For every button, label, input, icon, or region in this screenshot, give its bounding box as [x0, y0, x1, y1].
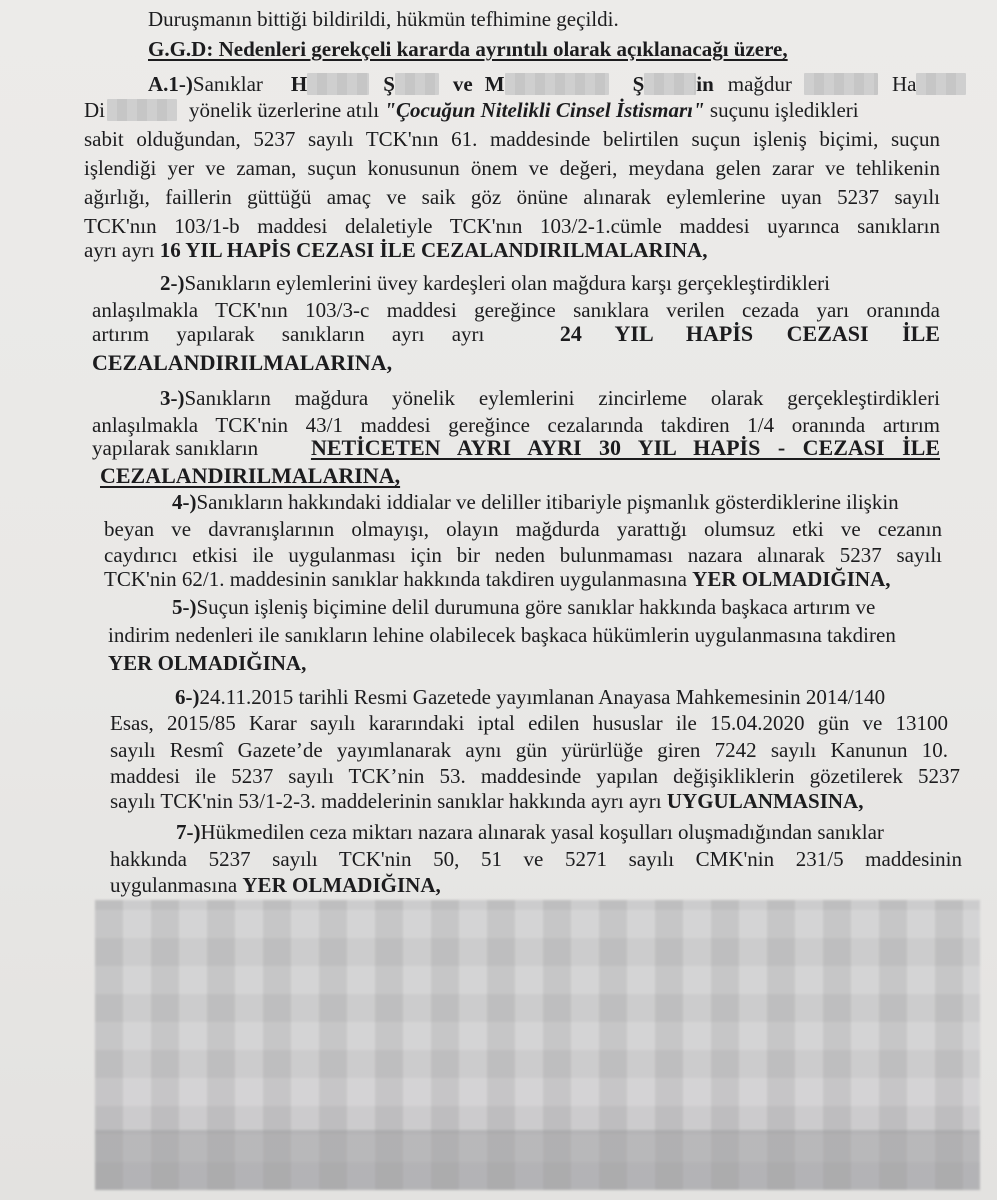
item-number-4: 4-) — [172, 490, 197, 514]
item-number-7: 7-) — [176, 820, 201, 844]
paragraph-line: indirim nedenleri ile sanıkların lehine olabilecek başkaca hükümlerin uygulanmasına takdiren — [108, 623, 896, 647]
sentence-24-years-cont: CEZALANDIRILMALARINA, — [92, 350, 393, 375]
text-span: uygulanmasına — [110, 873, 238, 897]
text-span: Ha — [891, 72, 917, 96]
paragraph-line: caydırıcı etkisi ile uygulanması için bir neden bulunmaması nazara alınarak 5237 sayılı — [104, 543, 942, 567]
text-span: YER OLMADIĞINA, — [242, 873, 441, 897]
text-span: suçunu işledikleri — [709, 98, 859, 122]
paragraph-line: anlaşılmakla TCK'nın 103/3-c maddesi gereğince sanıklara verilen cezada yarı oranında — [92, 298, 940, 322]
no-room-other: YER OLMADIĞINA, — [108, 651, 307, 675]
text-span: yönelik üzerlerine atılı — [189, 98, 380, 122]
sentence-30-years-cont: CEZALANDIRILMALARINA, — [100, 463, 401, 488]
item-number-6: 6-) — [175, 685, 200, 709]
text-span: Di — [84, 98, 105, 122]
text-span: Sanıkların eylemlerini üvey kardeşleri olan mağdura karşı gerçekleştirdikleri — [184, 271, 831, 295]
paragraph-line: beyan ve davranışlarının olmayışı, olayın mağdurda yarattığı olumsuz etki ve cezanın — [104, 517, 942, 541]
text-span: sayılı TCK'nin 53/1-2-3. maddelerinin sanıklar hakkında ayrı ayrı — [110, 789, 662, 813]
paragraph-line: maddesi ile 5237 sayılı TCK’nin 53. maddesinde yapılan değişikliklerin gözetilerek 5237 — [110, 764, 960, 788]
defendant-initial-s2: Ş — [632, 72, 645, 96]
text-span: yapılarak sanıkların — [92, 436, 259, 460]
text-span: in — [696, 72, 714, 96]
redacted-name — [107, 99, 177, 121]
redacted-name — [644, 73, 696, 95]
paragraph-line: işlendiği yer ve zaman, suçun konusunun önem ve değeri, meydana gelen zarar ve tehlikenin — [84, 156, 940, 180]
defendant-initial-s: Ş — [383, 72, 395, 96]
intro-line: Duruşmanın bittiği bildirildi, hükmün tefhimine geçildi. — [148, 7, 619, 31]
text-span: Sanıklar — [192, 72, 263, 96]
item-number-5: 5-) — [172, 595, 197, 619]
text-span: YER OLMADIĞINA, — [692, 567, 891, 591]
offense-name: "Çocuğun Nitelikli Cinsel İstismarı" — [384, 98, 705, 122]
paragraph-4-line-1 — [172, 489, 942, 515]
paragraph-7-line-1 — [176, 819, 962, 845]
sentence-24-years — [92, 321, 940, 347]
paragraph-line: sabit olduğundan, 5237 sayılı TCK'nın 61. maddesinde belirtilen suçun işleniş biçimi, suçun — [84, 127, 940, 151]
redacted-name — [916, 73, 966, 95]
paragraph-2-line-1 — [160, 270, 940, 296]
paragraph-a1-line-2 — [84, 97, 859, 123]
redacted-name — [307, 73, 369, 95]
text-span: Suçun işleniş biçimine delil durumuna göre sanıklar hakkında başkaca artırım ve — [196, 595, 876, 619]
text-span: mağdur — [727, 72, 792, 96]
redacted-name — [505, 73, 609, 95]
text-span: NETİCETEN AYRI AYRI 30 YIL HAPİS - CEZASI İLE — [310, 435, 940, 460]
sentence-16-years — [84, 237, 707, 263]
paragraph-3-line-1 — [160, 385, 940, 411]
redacted-name — [395, 73, 439, 95]
text-span: Sanıkların hakkındaki iddialar ve deliller itibariyle pişmanlık gösterdiklerine ilişkin — [196, 490, 899, 514]
text-span: TCK'nin 62/1. maddesinin sanıklar hakkında takdiren uygulanmasına — [104, 567, 687, 591]
paragraph-line: sayılı Resmî Gazete’de yayımlanarak aynı gün yürürlüğe giren 7242 sayılı Kanunun 10. — [110, 738, 948, 762]
paragraph-line: ağırlığı, faillerin güttüğü amaç ve saik göz önüne alınarak eylemlerine uyan 5237 sayılı — [84, 185, 940, 209]
item-number-2: 2-) — [160, 271, 185, 295]
item-number-3: 3-) — [160, 386, 185, 410]
paragraph-a1-line-1 — [148, 71, 948, 97]
sentence-30-years — [92, 435, 940, 461]
paragraph-line: TCK'nın 103/1-b maddesi delaletiyle TCK'nın 103/2-1.cümle maddesi uyarınca sanıkların — [84, 214, 940, 238]
paragraph-6-line-1 — [175, 684, 945, 710]
no-room-50-51 — [110, 872, 441, 898]
text-span: 24 YIL HAPİS CEZASI İLE — [559, 321, 940, 346]
text-span: Hükmedilen ceza miktarı nazara alınarak yasal koşulları oluşmadığından sanıklar — [200, 820, 884, 844]
paragraph-5-line-1 — [172, 594, 948, 620]
item-number-a1: A.1-) — [148, 72, 193, 96]
defendant-initial-h: H — [290, 72, 308, 96]
ggd-heading: G.G.D: Nedenleri gerekçeli kararda ayrıntılı olarak açıklanacağı üzere, — [148, 37, 788, 61]
paragraph-line: Esas, 2015/85 Karar sayılı kararındaki iptal edilen hususlar ile 15.04.2020 gün ve 13100 — [110, 711, 948, 735]
text-span: 16 YIL HAPİS CEZASI İLE CEZALANDIRILMALARINA, — [159, 238, 708, 262]
paragraph-line: hakkında 5237 sayılı TCK'nin 50, 51 ve 5271 sayılı CMK'nin 231/5 maddesinin — [110, 847, 962, 871]
text-span: Sanıkların mağdura yönelik eylemlerini zincirleme olarak gerçekleştirdikleri — [184, 386, 940, 410]
redacted-signature-block — [95, 900, 980, 1190]
text-span: UYGULANMASINA, — [666, 789, 864, 813]
text-span: 24.11.2015 tarihli Resmi Gazetede yayımlanan Anayasa Mahkemesinin 2014/140 — [199, 685, 886, 709]
defendant-initial-m: M — [484, 72, 505, 96]
text-span: artırım yapılarak sanıkların ayrı ayrı — [92, 322, 485, 346]
no-room-62 — [104, 566, 891, 592]
redacted-name — [804, 73, 878, 95]
text-span: ayrı ayrı — [84, 238, 155, 262]
apply-53 — [110, 788, 863, 814]
text-span: ve — [452, 72, 473, 96]
paragraph-line: anlaşılmakla TCK'nin 43/1 maddesi gereğince cezalarında takdiren 1/4 oranında artırım — [92, 413, 940, 437]
